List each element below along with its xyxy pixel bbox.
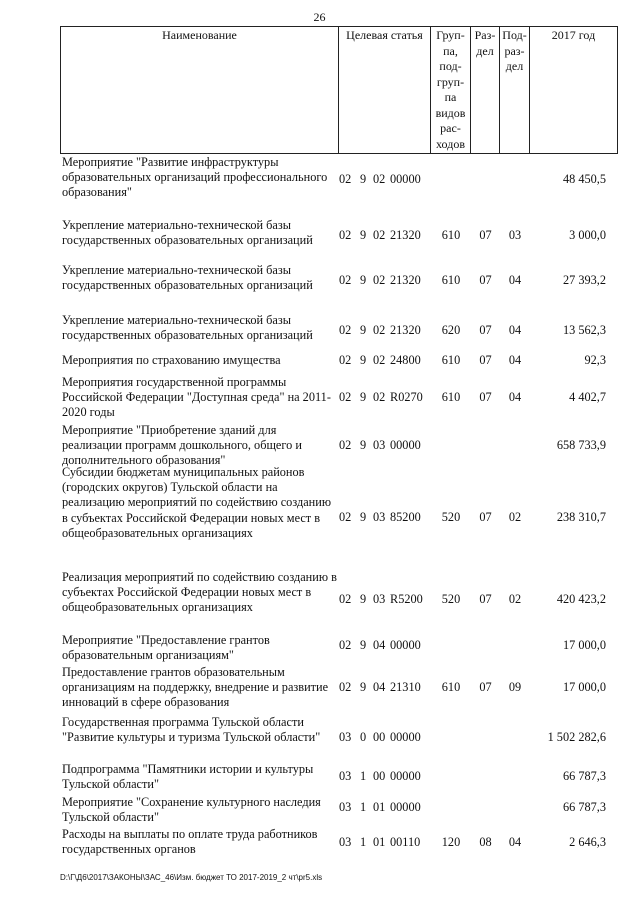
subsection: 09 [508, 680, 522, 694]
target-direction: 00000 [390, 172, 421, 186]
subsection: 03 [508, 228, 522, 242]
section: 07 [479, 592, 492, 606]
section: 07 [479, 353, 492, 367]
target-program: 02 [339, 228, 352, 242]
row-name: Укрепление материально-технической базы государственных образовательных организаций [62, 218, 313, 248]
target-event: 02 [373, 390, 386, 404]
header-target: Целевая статья [339, 27, 431, 154]
target-subprogram: 1 [360, 769, 367, 783]
target-direction: 85200 [390, 510, 421, 524]
target-event: 02 [373, 323, 386, 337]
amount-2017: 4 402,7 [569, 390, 606, 404]
header-subsection: Под- раз- дел [500, 27, 530, 154]
amount-2017: 238 310,7 [556, 510, 606, 524]
target-event: 02 [373, 228, 386, 242]
section: 08 [479, 835, 492, 849]
section: 07 [479, 323, 492, 337]
subsection: 04 [508, 390, 522, 404]
target-program: 03 [339, 800, 352, 814]
amount-2017: 1 502 282,6 [547, 730, 606, 744]
amount-2017: 48 450,5 [562, 172, 606, 186]
row-name: Мероприятия по страхованию имущества [62, 353, 281, 367]
section: 07 [479, 510, 492, 524]
target-program: 02 [339, 172, 352, 186]
target-program: 02 [339, 510, 352, 524]
target-direction: R0270 [390, 390, 423, 404]
target-direction: 00000 [390, 438, 421, 452]
amount-2017: 92,3 [584, 353, 606, 367]
expense-group: 120 [441, 835, 461, 849]
row-name: Мероприятие "Приобретение зданий для реализации программ дошкольного, общего и дополнительного образования" [62, 423, 302, 468]
section: 07 [479, 228, 492, 242]
header-year: 2017 год [530, 27, 618, 154]
target-event: 02 [373, 353, 386, 367]
header-section: Раз- дел [471, 27, 500, 154]
target-direction: 24800 [390, 353, 421, 367]
target-subprogram: 9 [360, 592, 367, 606]
table-header [60, 26, 618, 154]
target-event: 03 [373, 510, 386, 524]
target-event: 01 [373, 835, 386, 849]
target-event: 00 [373, 769, 386, 783]
row-name: Укрепление материально-технической базы государственных образовательных организаций [62, 313, 313, 343]
expense-group: 610 [441, 228, 461, 242]
header-group: Груп- па, под- груп- па видов рас- ходов [431, 27, 471, 154]
amount-2017: 13 562,3 [562, 323, 606, 337]
row-name: Укрепление материально-технической базы государственных образовательных организаций [62, 263, 313, 293]
amount-2017: 27 393,2 [562, 273, 606, 287]
target-event: 03 [373, 592, 386, 606]
subsection: 04 [508, 273, 522, 287]
target-subprogram: 9 [360, 353, 367, 367]
target-direction: 21310 [390, 680, 421, 694]
target-program: 02 [339, 353, 352, 367]
expense-group: 610 [441, 680, 461, 694]
amount-2017: 17 000,0 [562, 638, 606, 652]
target-direction: 21320 [390, 228, 421, 242]
amount-2017: 66 787,3 [562, 800, 606, 814]
target-subprogram: 9 [360, 228, 367, 242]
target-subprogram: 9 [360, 273, 367, 287]
target-program: 02 [339, 592, 352, 606]
subsection: 04 [508, 835, 522, 849]
target-program: 03 [339, 835, 352, 849]
row-name: Реализация мероприятий по содействию созданию в субъектах Российской Федерации новых мест в общеобразовательных организациях [62, 570, 337, 615]
expense-group: 520 [441, 592, 461, 606]
page-number: 26 [313, 10, 326, 24]
subsection: 04 [508, 353, 522, 367]
target-direction: 00110 [390, 835, 421, 849]
target-event: 03 [373, 438, 386, 452]
subsection: 02 [508, 592, 522, 606]
expense-group: 610 [441, 390, 461, 404]
expense-group: 610 [441, 273, 461, 287]
row-name: Государственная программа Тульской области "Развитие культуры и туризма Тульской области" [62, 715, 321, 745]
target-direction: 00000 [390, 638, 421, 652]
target-subprogram: 1 [360, 835, 367, 849]
target-program: 02 [339, 438, 352, 452]
target-event: 04 [373, 638, 386, 652]
target-program: 02 [339, 323, 352, 337]
expense-group: 620 [441, 323, 461, 337]
header-name: Наименование [61, 27, 339, 154]
target-event: 02 [373, 273, 386, 287]
target-program: 03 [339, 769, 352, 783]
target-direction: R5200 [390, 592, 423, 606]
amount-2017: 3 000,0 [569, 228, 606, 242]
section: 07 [479, 390, 492, 404]
target-program: 02 [339, 273, 352, 287]
target-subprogram: 9 [360, 438, 367, 452]
amount-2017: 2 646,3 [569, 835, 606, 849]
row-name: Мероприятия государственной программы Российской Федерации "Доступная среда" на 2011-2020 годы [62, 375, 331, 420]
target-subprogram: 9 [360, 510, 367, 524]
target-subprogram: 9 [360, 172, 367, 186]
target-direction: 00000 [390, 769, 421, 783]
row-name: Мероприятие "Развитие инфраструктуры образовательных организаций профессионального образования" [62, 155, 328, 200]
row-name: Мероприятие "Предоставление грантов образовательным организациям" [62, 633, 270, 663]
target-direction: 00000 [390, 730, 421, 744]
target-subprogram: 0 [360, 730, 367, 744]
target-subprogram: 9 [360, 638, 367, 652]
row-name: Мероприятие "Сохранение культурного наследия Тульской области" [62, 795, 321, 825]
section: 07 [479, 680, 492, 694]
section: 07 [479, 273, 492, 287]
row-name: Подпрограмма "Памятники истории и культуры Тульской области" [62, 762, 314, 792]
target-program: 02 [339, 638, 352, 652]
target-direction: 00000 [390, 800, 421, 814]
expense-group: 520 [441, 510, 461, 524]
row-name: Предоставление грантов образовательным организациям на поддержку, внедрение и развитие инноваций в сфере образования [62, 665, 329, 710]
target-subprogram: 9 [360, 390, 367, 404]
amount-2017: 17 000,0 [562, 680, 606, 694]
target-subprogram: 9 [360, 680, 367, 694]
target-subprogram: 1 [360, 800, 367, 814]
target-direction: 21320 [390, 273, 421, 287]
subsection: 02 [508, 510, 522, 524]
target-event: 01 [373, 800, 386, 814]
target-program: 02 [339, 390, 352, 404]
target-event: 02 [373, 172, 386, 186]
target-event: 04 [373, 680, 386, 694]
target-program: 03 [339, 730, 352, 744]
amount-2017: 66 787,3 [562, 769, 606, 783]
target-event: 00 [373, 730, 386, 744]
target-direction: 21320 [390, 323, 421, 337]
subsection: 04 [508, 323, 522, 337]
expense-group: 610 [441, 353, 461, 367]
target-subprogram: 9 [360, 323, 367, 337]
row-name: Расходы на выплаты по оплате труда работников государственных органов [62, 827, 318, 857]
amount-2017: 658 733,9 [556, 438, 606, 452]
file-path-footer: D:\Г\Д6\2017\ЗАКОНЫ\ЗАС_46\Изм. бюджет ТО 2017-2019_2 чт\pr5.xls [60, 873, 323, 882]
target-program: 02 [339, 680, 352, 694]
row-name: Субсидии бюджетам муниципальных районов (городских округов) Тульской области на реализацию мероприятий по содействию созданию в субъектах Российской Федерации новых мест в общеобразовательных организациях [62, 465, 332, 540]
amount-2017: 420 423,2 [556, 592, 606, 606]
